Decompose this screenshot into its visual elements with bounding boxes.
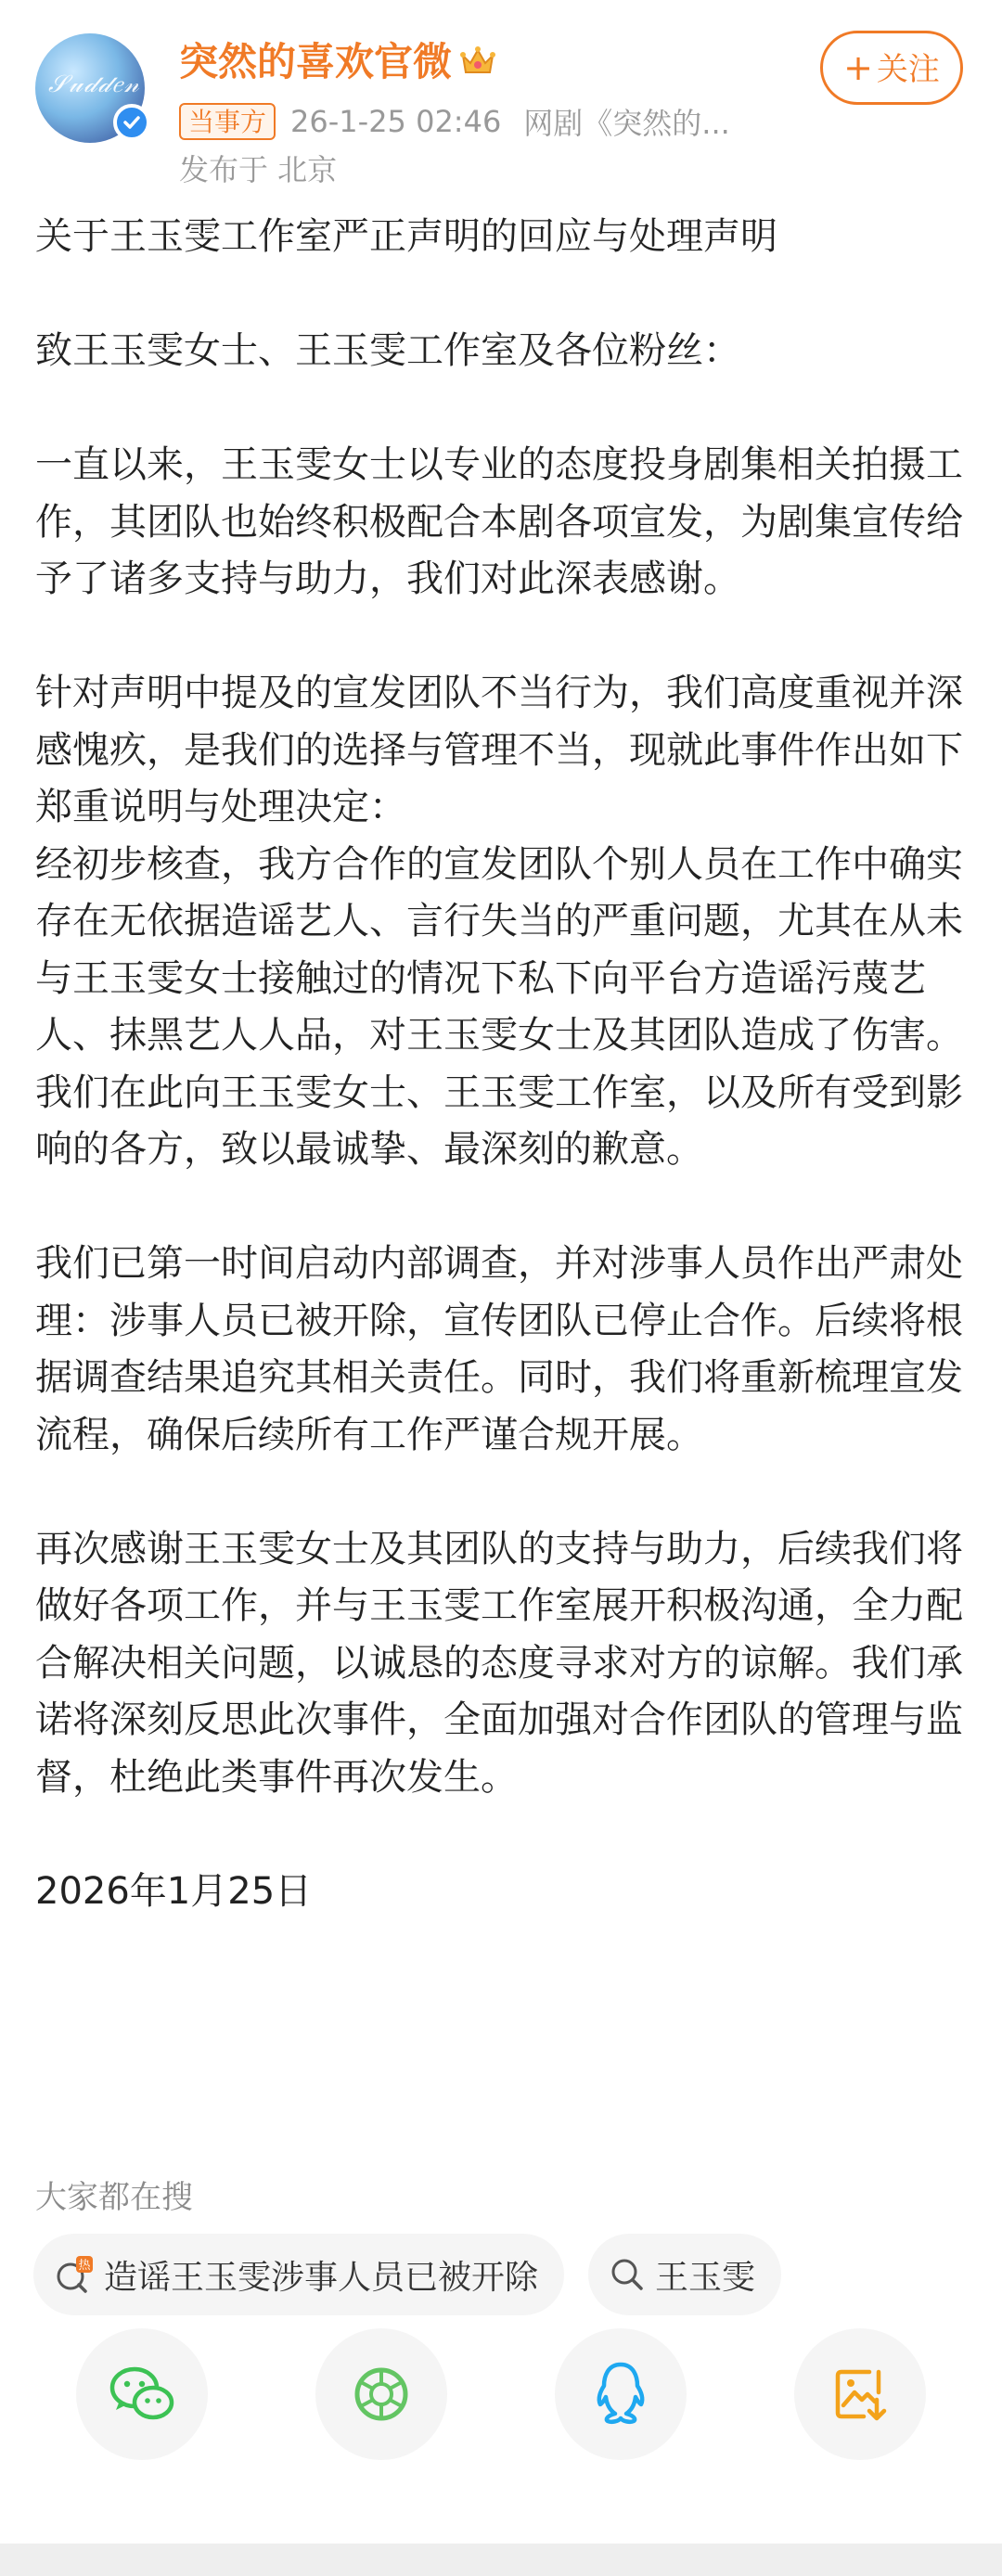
- qq-icon: [591, 2360, 650, 2429]
- moments-share-button[interactable]: [315, 2328, 447, 2460]
- svg-text:热: 热: [78, 2259, 91, 2273]
- statement-paragraph: 我们已第一时间启动内部调查，并对涉事人员作出严肃处理：涉事人员已被开除，宣传团队已停止合作。后续将根据调查结果追究其相关责任。同时，我们将重新梳理宣发流程，确保后续所有工作严谨合规开展。: [35, 1242, 963, 1456]
- statement-paragraph: 再次感谢王玉雯女士及其团队的支持与助力，后续我们将做好各项工作，并与王玉雯工作室展开积极沟通，全力配合解决相关问题，以诚恳的态度寻求对方的谅解。我们承诺将深刻反思此次事件，全面加强对合作团队的管理与监督，杜绝此类事件再次发生。: [35, 1527, 963, 1799]
- post-content: [35, 209, 972, 1920]
- party-tag: 当事方: [179, 103, 276, 140]
- search-icon: [609, 2256, 646, 2293]
- share-bar: [0, 2310, 1002, 2477]
- save-image-icon: [830, 2365, 890, 2424]
- statement-title: 关于王玉雯工作室严正声明的回应与处理声明: [35, 215, 777, 258]
- avatar[interactable]: 𝒮𝓊𝒹𝒹𝑒𝓃: [35, 33, 145, 143]
- statement-paragraph: 针对声明中提及的宣发团队不当行为，我们高度重视并深感愧疚，是我们的选择与管理不当，现就此事件作出如下郑重说明与处理决定：: [35, 672, 963, 828]
- save-image-button[interactable]: [794, 2328, 926, 2460]
- wechat-share-button[interactable]: [76, 2328, 208, 2460]
- wechat-icon: [107, 2364, 177, 2425]
- moments-icon: [349, 2362, 414, 2427]
- verified-badge-icon: [113, 104, 150, 141]
- author-name[interactable]: 突然的喜欢官微: [179, 33, 496, 94]
- post-meta: [179, 100, 730, 143]
- hot-search-chip[interactable]: 王玉雯: [588, 2234, 781, 2315]
- follow-button[interactable]: + 关注: [820, 31, 963, 105]
- post-location: 发布于 北京: [179, 152, 338, 187]
- statement-paragraph: 经初步核查，我方合作的宣发团队个别人员在工作中确实存在无依据造谣艺人、言行失当的严重问题，尤其在从未与王玉雯女士接触过的情况下私下向平台方造谣污蔑艺人、抹黑艺人人品，对王玉雯女士及其团队造成了伤害。我们在此向王玉雯女士、王玉雯工作室，以及所有受到影响的各方，致以最诚挚、最深刻的歉意。: [35, 842, 963, 1171]
- statement-greeting: 致王玉雯女士、王玉雯工作室及各位粉丝：: [35, 329, 740, 372]
- hot-search-icon: [54, 2254, 95, 2295]
- hot-search-chip[interactable]: 热 造谣王玉雯涉事人员已被开除: [33, 2234, 564, 2315]
- qq-share-button[interactable]: [555, 2328, 687, 2460]
- statement-date: 2026年1月25日: [35, 1869, 313, 1913]
- hot-search-title: 大家都在搜: [35, 2179, 193, 2216]
- post-source[interactable]: 网剧《突然的...: [523, 106, 730, 141]
- hot-search-chips: [33, 2234, 805, 2315]
- post-header: [0, 0, 1002, 199]
- statement-paragraph: 一直以来，王玉雯女士以专业的态度投身剧集相关拍摄工作，其团队也始终积极配合本剧各项宣发，为剧集宣传给予了诸多支持与助力，我们对此深表感谢。: [35, 443, 963, 600]
- crown-icon: [459, 36, 496, 94]
- plus-icon: +: [843, 47, 873, 88]
- bottom-divider: [0, 2544, 1002, 2576]
- post-time: 26-1-25 02:46: [290, 104, 502, 139]
